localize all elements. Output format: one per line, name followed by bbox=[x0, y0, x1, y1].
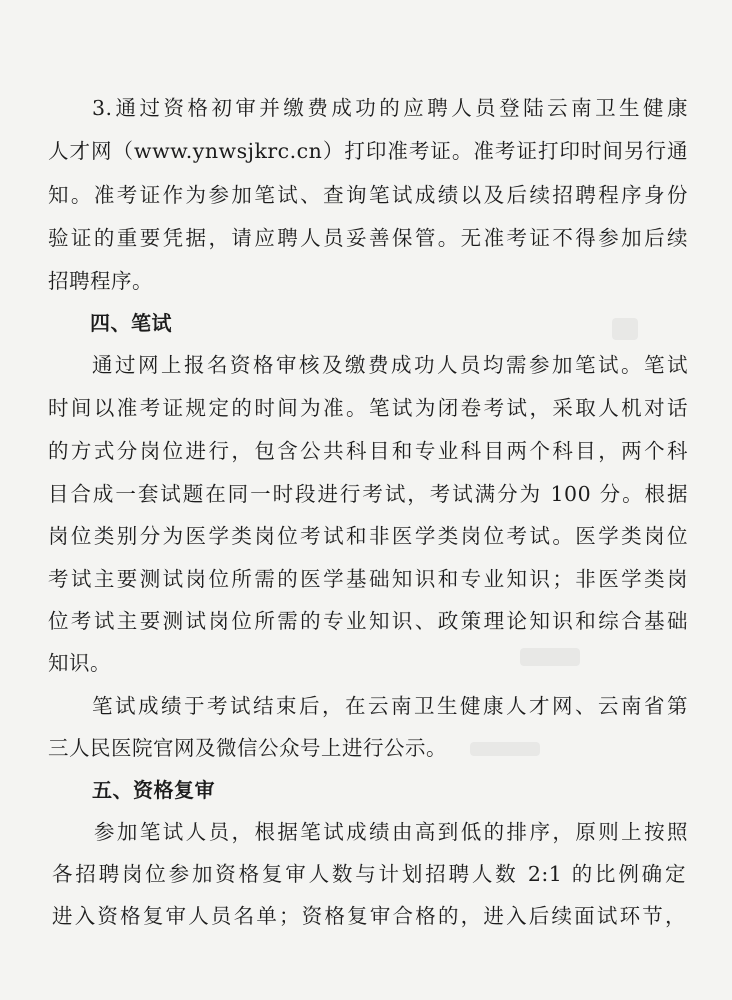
section4-para1-line-4: 目合成一套试题在同一时段进行考试，考试满分为 100 分。根据 bbox=[48, 482, 688, 506]
section5-para1-line-3: 进入资格复审人员名单；资格复审合格的，进入后续面试环节， bbox=[52, 904, 686, 928]
section4-para1-line-1: 通过网上报名资格审核及缴费成功人员均需参加笔试。笔试 bbox=[92, 353, 688, 377]
section4-para1-line-8: 知识。 bbox=[48, 651, 111, 675]
section4-para1-line-3: 的方式分岗位进行，包含公共科目和专业科目两个科目，两个科 bbox=[48, 439, 688, 463]
section4-para1-line-7: 位考试主要测试岗位所需的专业知识、政策理论知识和综合基础 bbox=[48, 609, 688, 633]
section3-line-4: 验证的重要凭据，请应聘人员妥善保管。无准考证不得参加后续 bbox=[48, 226, 688, 250]
section4-para2-line-1: 笔试成绩于考试结束后，在云南卫生健康人才网、云南省第 bbox=[92, 694, 688, 718]
section3-line-2: 人才网（www.ynwsjkrc.cn）打印准考证。准考证打印时间另行通 bbox=[48, 139, 688, 163]
section5-para1-line-1: 参加笔试人员，根据笔试成绩由高到低的排序，原则上按照 bbox=[94, 820, 688, 844]
section4-para1-line-6: 考试主要测试岗位所需的医学基础知识和专业知识；非医学类岗 bbox=[48, 567, 688, 591]
section3-line-3: 知。准考证作为参加笔试、查询笔试成绩以及后续招聘程序身份 bbox=[48, 183, 688, 207]
section5-para1-line-2: 各招聘岗位参加资格复审人数与计划招聘人数 2:1 的比例确定 bbox=[52, 862, 686, 886]
section4-para2-line-2: 三人民医院官网及微信公众号上进行公示。 bbox=[48, 736, 447, 760]
section5-heading: 五、资格复审 bbox=[92, 778, 215, 802]
section4-heading: 四、笔试 bbox=[90, 311, 172, 335]
section3-line-1: 3.通过资格初审并缴费成功的应聘人员登陆云南卫生健康 bbox=[92, 96, 688, 120]
section4-para1-line-2: 时间以准考证规定的时间为准。笔试为闭卷考试，采取人机对话 bbox=[48, 396, 688, 420]
section4-para1-line-5: 岗位类别分为医学类岗位考试和非医学类岗位考试。医学类岗位 bbox=[48, 524, 688, 548]
section3-line-5: 招聘程序。 bbox=[48, 269, 153, 293]
